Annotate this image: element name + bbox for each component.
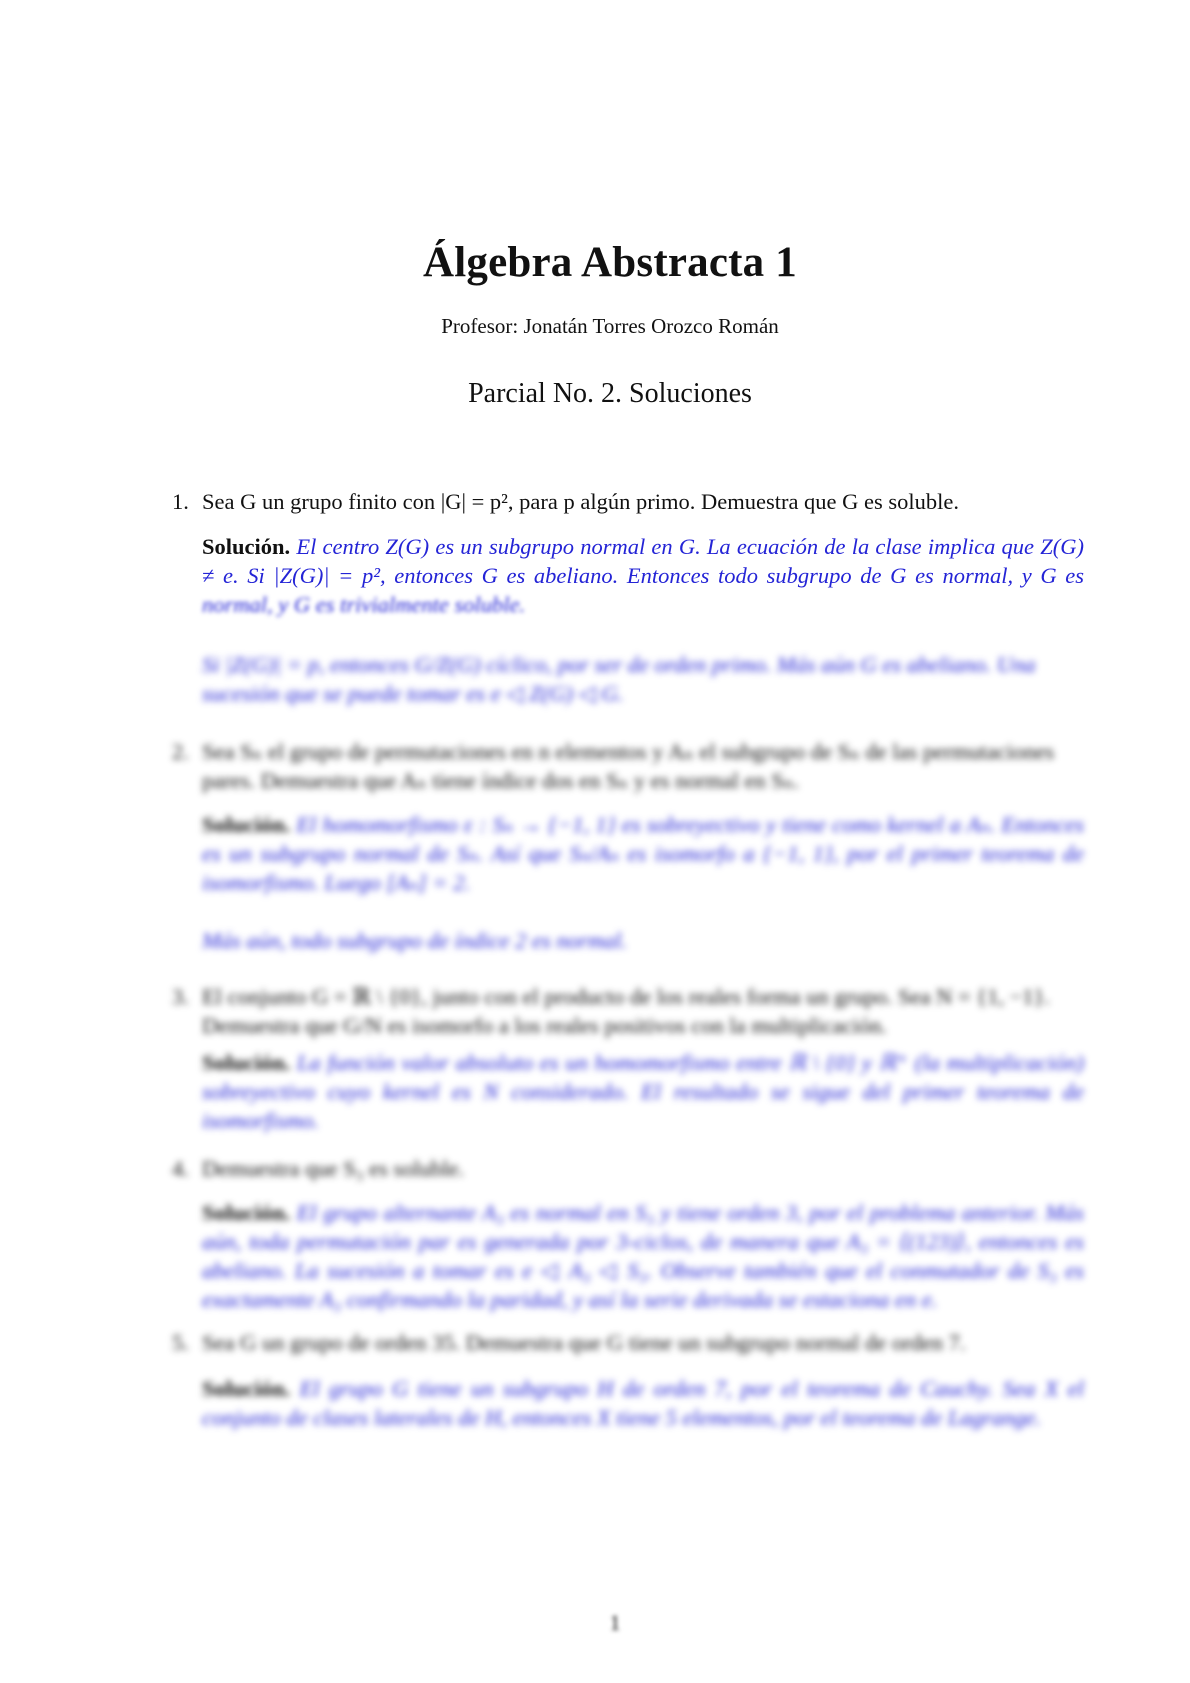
problem-number: 3.: [172, 984, 189, 1009]
solution-5: [202, 1374, 1084, 1432]
solution-label: Solución.: [202, 1050, 291, 1075]
problem-statement: Sea Sₙ el grupo de permutaciones en n elementos y Aₙ el subgrupo de Sₙ de las permutaciones pares. Demuestra que Aₙ tiene índice dos en Sₙ y es normal en Sₙ.: [202, 739, 1055, 793]
problem-number: 5.: [172, 1330, 189, 1355]
solution-1-continuation: normal, y G es trivialmente soluble.: [202, 592, 526, 617]
problem-number: 1.: [172, 489, 189, 514]
solution-2-extra: Más aún, todo subgrupo de índice 2 es normal.: [202, 928, 627, 953]
problem-statement: Demuestra que S₃ es soluble.: [202, 1156, 465, 1181]
problem-4: [172, 1154, 1084, 1183]
problem-2: [172, 737, 1084, 795]
solution-text: El homomorfismo ε : Sₙ → {−1, 1} es sobreyectivo y tiene como kernel a Aₙ. Entonces es un subgrupo normal de Sₙ. Así que Sₙ/Aₙ es isomorfo a {−1, 1}, por el primer teorema de isomorfismo. Luego [Aₙ] = 2.: [202, 812, 1084, 895]
solution-label: Solución.: [202, 812, 291, 837]
problem-3: [172, 982, 1084, 1040]
solution-label: Solución.: [202, 1376, 291, 1401]
solution-2: [202, 810, 1084, 897]
problem-statement: Sea G un grupo de orden 35. Demuestra que G tiene un subgrupo normal de orden 7.: [202, 1330, 966, 1355]
solution-text: La función valor absoluto es un homomorfismo entre ℝ \ {0} y ℝ⁺ (la multiplicación) sobreyectivo cuyo kernel es N considerado. El resultado se sigue del primer teorema de isomorfismo.: [202, 1050, 1084, 1133]
problem-statement: Sea G un grupo finito con |G| = p², para p algún primo. Demuestra que G es soluble.: [202, 489, 960, 514]
problem-number: 4.: [172, 1156, 189, 1181]
solution-1-extra: Si |Z(G)| = p, entonces G/Z(G) cíclico, por ser de orden primo. Más aún G es abeliano. Una sucesión que se puede tomar es e ◁ Z(G) ◁ G.: [202, 652, 1036, 706]
problem-5: [172, 1328, 1084, 1357]
problem-1: [172, 487, 1084, 516]
page-number: 1: [609, 1610, 621, 1635]
problem-number: 2.: [172, 739, 189, 764]
solution-1: [202, 532, 1084, 590]
solution-4: [202, 1198, 1084, 1314]
solution-text: El grupo alternante A₃ es normal en S₃ y tiene orden 3, por el problema anterior. Más aún, toda permutación par es generada por 3-ciclos, de manera que A₃ = ⟨(123)⟩, entonces es abeliano. La sucesión a tomar es e ◁ A₃ ◁ S₃. Observe también que el conmutador de S₃ es exactamente A₃ confirmando la paridad, y así la serie derivada se estaciona en e.: [202, 1200, 1085, 1312]
problem-statement: El conjunto G = ℝ \ {0}, junto con el producto de los reales forma un grupo. Sea N = {1, −1}. Demuestra que G/N es isomorfo a los reales positivos con la multiplicación.: [202, 984, 1050, 1038]
document-author: Profesor: Jonatán Torres Orozco Román: [441, 314, 779, 338]
solution-text: El grupo G tiene un subgrupo H de orden 7, por el teorema de Cauchy. Sea X el conjunto de clases laterales de H, entonces X tiene 5 elementos, por el teorema de Lagrange.: [202, 1376, 1085, 1430]
solution-label: Solución.: [202, 1200, 291, 1225]
solution-text: El centro Z(G) es un subgrupo normal en G. La ecuación de la clase implica que Z(G) ≠ e. Si |Z(G)| = p², entonces G es abeliano. Entonces todo subgrupo de G es normal, y G es: [202, 534, 1084, 588]
solution-label: Solución.: [202, 534, 291, 559]
exam-title: Parcial No. 2. Soluciones: [468, 378, 752, 409]
solution-3: [202, 1048, 1084, 1135]
document-title: Álgebra Abstracta 1: [422, 239, 798, 286]
